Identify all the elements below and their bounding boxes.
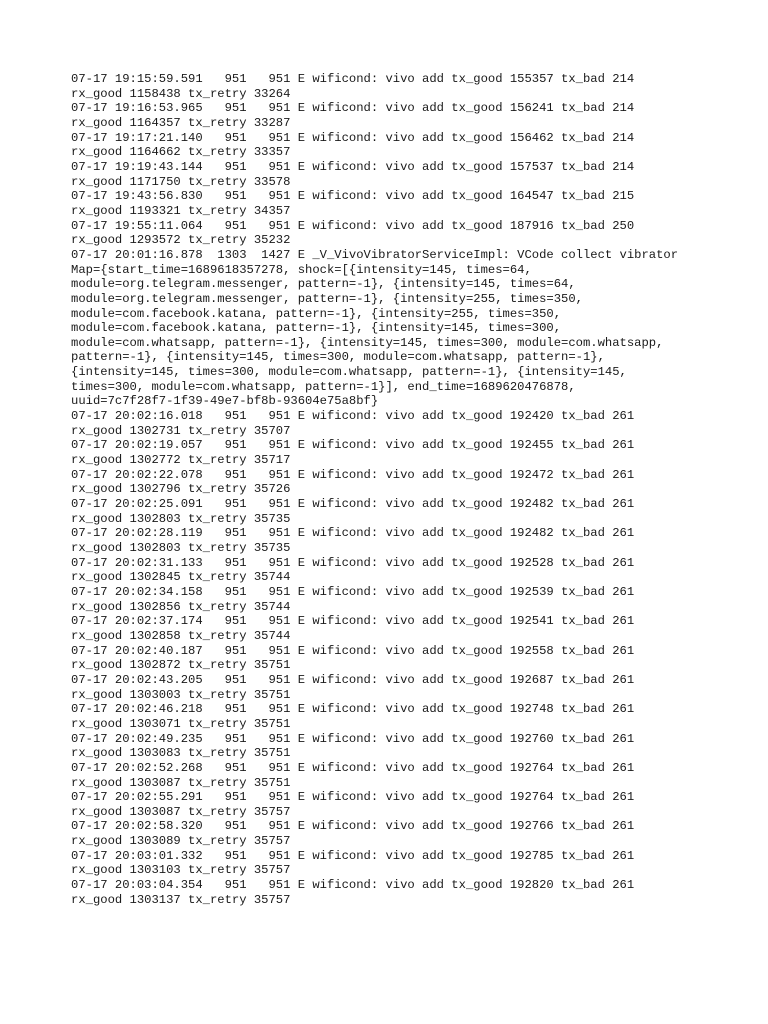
log-line: rx_good 1164662 tx_retry 33357 xyxy=(71,145,291,160)
log-line: 07-17 19:17:21.140 951 951 E wificond: vivo add tx_good 156462 tx_bad 214 xyxy=(71,130,635,145)
log-line: rx_good 1302845 tx_retry 35744 xyxy=(71,570,291,585)
log-line: 07-17 20:02:22.078 951 951 E wificond: vivo add tx_good 192472 tx_bad 261 xyxy=(71,467,635,482)
log-line: rx_good 1303103 tx_retry 35757 xyxy=(71,863,291,878)
log-line: 07-17 19:43:56.830 951 951 E wificond: vivo add tx_good 164547 tx_bad 215 xyxy=(71,189,635,204)
log-line: rx_good 1303087 tx_retry 35757 xyxy=(71,804,291,819)
log-line: times=300, module=com.whatsapp, pattern=-1}], end_time=1689620476878, xyxy=(71,379,576,394)
log-line: rx_good 1303087 tx_retry 35751 xyxy=(71,775,291,790)
log-line: 07-17 20:02:31.133 951 951 E wificond: vivo add tx_good 192528 tx_bad 261 xyxy=(71,555,635,570)
log-line: Map={start_time=1689618357278, shock=[{intensity=145, times=64, xyxy=(71,262,532,277)
log-line: 07-17 20:03:04.354 951 951 E wificond: vivo add tx_good 192820 tx_bad 261 xyxy=(71,878,635,893)
log-line: pattern=-1}, {intensity=145, times=300, module=com.whatsapp, pattern=-1}, xyxy=(71,350,605,365)
log-line: rx_good 1302772 tx_retry 35717 xyxy=(71,453,291,468)
log-line: 07-17 19:16:53.965 951 951 E wificond: vivo add tx_good 156241 tx_bad 214 xyxy=(71,101,635,116)
log-line: module=com.whatsapp, pattern=-1}, {intensity=145, times=300, module=com.whatsapp, xyxy=(71,335,664,350)
log-line: 07-17 20:02:58.320 951 951 E wificond: vivo add tx_good 192766 tx_bad 261 xyxy=(71,819,635,834)
log-line: 07-17 20:02:49.235 951 951 E wificond: vivo add tx_good 192760 tx_bad 261 xyxy=(71,731,635,746)
log-line: rx_good 1302731 tx_retry 35707 xyxy=(71,423,291,438)
log-line: 07-17 20:02:43.205 951 951 E wificond: vivo add tx_good 192687 tx_bad 261 xyxy=(71,672,635,687)
log-line: module=org.telegram.messenger, pattern=-1}, {intensity=255, times=350, xyxy=(71,291,583,306)
log-line: module=com.facebook.katana, pattern=-1}, {intensity=145, times=300, xyxy=(71,321,562,336)
log-line: rx_good 1302858 tx_retry 35744 xyxy=(71,628,291,643)
log-line: 07-17 19:19:43.144 951 951 E wificond: vivo add tx_good 157537 tx_bad 214 xyxy=(71,159,635,174)
log-line: rx_good 1303071 tx_retry 35751 xyxy=(71,716,291,731)
log-line: 07-17 20:02:55.291 951 951 E wificond: vivo add tx_good 192764 tx_bad 261 xyxy=(71,790,635,805)
log-line: 07-17 20:02:28.119 951 951 E wificond: vivo add tx_good 192482 tx_bad 261 xyxy=(71,526,635,541)
log-line: {intensity=145, times=300, module=com.whatsapp, pattern=-1}, {intensity=145, xyxy=(71,365,627,380)
log-line: rx_good 1303083 tx_retry 35751 xyxy=(71,746,291,761)
log-line: rx_good 1302803 tx_retry 35735 xyxy=(71,511,291,526)
log-line: rx_good 1193321 tx_retry 34357 xyxy=(71,203,291,218)
log-line: rx_good 1302856 tx_retry 35744 xyxy=(71,599,291,614)
log-line: rx_good 1164357 tx_retry 33287 xyxy=(71,115,291,130)
log-line: module=org.telegram.messenger, pattern=-1}, {intensity=145, times=64, xyxy=(71,277,576,292)
log-line: 07-17 19:15:59.591 951 951 E wificond: vivo add tx_good 155357 tx_bad 214 xyxy=(71,72,635,86)
log-line: module=com.facebook.katana, pattern=-1}, {intensity=255, times=350, xyxy=(71,306,562,321)
log-line: uuid=7c7f28f7-1f39-49e7-bf8b-93604e75a8bf} xyxy=(71,394,379,409)
log-line: 07-17 20:02:52.268 951 951 E wificond: vivo add tx_good 192764 tx_bad 261 xyxy=(71,760,635,775)
log-line: 07-17 20:03:01.332 951 951 E wificond: vivo add tx_good 192785 tx_bad 261 xyxy=(71,848,635,863)
log-line: rx_good 1293572 tx_retry 35232 xyxy=(71,233,291,248)
log-line: rx_good 1303137 tx_retry 35757 xyxy=(71,892,291,907)
log-line: rx_good 1303003 tx_retry 35751 xyxy=(71,687,291,702)
log-line: 07-17 20:02:40.187 951 951 E wificond: vivo add tx_good 192558 tx_bad 261 xyxy=(71,643,635,658)
log-line: 07-17 20:01:16.878 1303 1427 E _V_VivoVibratorServiceImpl: VCode collect vibrator xyxy=(71,247,679,262)
log-line: 07-17 19:55:11.064 951 951 E wificond: vivo add tx_good 187916 tx_bad 250 xyxy=(71,218,635,233)
log-line: 07-17 20:02:37.174 951 951 E wificond: vivo add tx_good 192541 tx_bad 261 xyxy=(71,614,635,629)
log-document xyxy=(71,72,711,907)
log-line: 07-17 20:02:25.091 951 951 E wificond: vivo add tx_good 192482 tx_bad 261 xyxy=(71,497,635,512)
log-line: rx_good 1303089 tx_retry 35757 xyxy=(71,834,291,849)
log-line: rx_good 1158438 tx_retry 33264 xyxy=(71,86,291,101)
log-line: 07-17 20:02:16.018 951 951 E wificond: vivo add tx_good 192420 tx_bad 261 xyxy=(71,409,635,424)
log-line: 07-17 20:02:46.218 951 951 E wificond: vivo add tx_good 192748 tx_bad 261 xyxy=(71,702,635,717)
log-line: rx_good 1302803 tx_retry 35735 xyxy=(71,541,291,555)
log-line: rx_good 1302872 tx_retry 35751 xyxy=(71,658,291,673)
log-line: 07-17 20:02:34.158 951 951 E wificond: vivo add tx_good 192539 tx_bad 261 xyxy=(71,584,635,599)
log-line: rx_good 1171750 tx_retry 33578 xyxy=(71,174,291,189)
log-line: rx_good 1302796 tx_retry 35726 xyxy=(71,482,291,497)
log-line: 07-17 20:02:19.057 951 951 E wificond: vivo add tx_good 192455 tx_bad 261 xyxy=(71,438,635,453)
